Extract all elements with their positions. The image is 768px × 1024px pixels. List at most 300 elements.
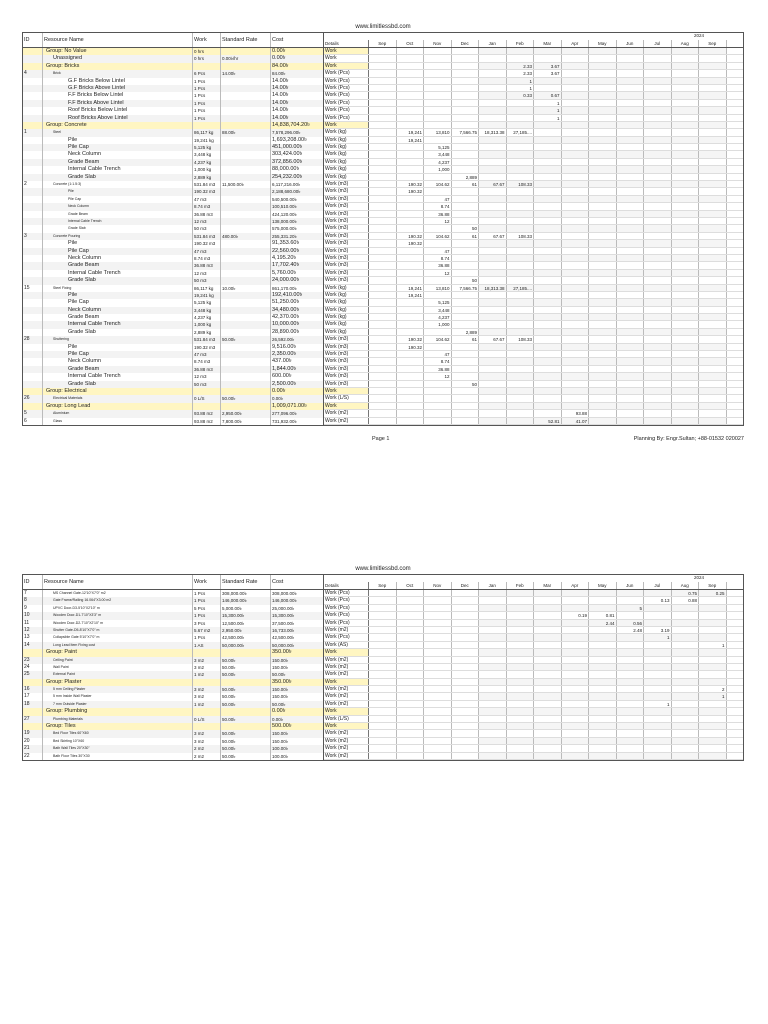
month-cell[interactable]: [617, 307, 645, 313]
month-cell[interactable]: [699, 270, 727, 276]
month-cell[interactable]: [507, 701, 535, 707]
month-cell[interactable]: [644, 196, 672, 202]
month-cell[interactable]: [699, 262, 727, 268]
month-cell[interactable]: [369, 418, 397, 424]
month-cell[interactable]: [617, 240, 645, 246]
header-standard-rate[interactable]: Standard Rate: [221, 575, 271, 589]
month-cell[interactable]: [644, 314, 672, 320]
month-cell[interactable]: [617, 159, 645, 165]
month-cell[interactable]: [699, 107, 727, 113]
month-cell[interactable]: [644, 664, 672, 670]
header-id[interactable]: ID: [23, 33, 43, 47]
month-cell[interactable]: [479, 753, 507, 759]
month-cell[interactable]: [644, 277, 672, 283]
group-row[interactable]: [23, 122, 323, 129]
month-cell[interactable]: [452, 366, 480, 372]
month-cell[interactable]: [672, 336, 700, 342]
group-row[interactable]: [23, 649, 323, 656]
header-cost[interactable]: Cost: [272, 37, 284, 43]
month-cell[interactable]: [479, 211, 507, 217]
month-cell[interactable]: 36.88: [424, 366, 452, 372]
month-cell[interactable]: [589, 196, 617, 202]
month-cell[interactable]: [562, 642, 590, 648]
month-cell[interactable]: [397, 753, 425, 759]
month-cell[interactable]: [507, 738, 535, 744]
month-cell[interactable]: [699, 314, 727, 320]
month-cell[interactable]: [424, 344, 452, 350]
month-cell[interactable]: [644, 255, 672, 261]
month-cell[interactable]: [452, 48, 480, 54]
resource-row[interactable]: [23, 218, 323, 225]
month-cell[interactable]: [507, 730, 535, 736]
month-cell[interactable]: [672, 373, 700, 379]
month-cell[interactable]: [369, 701, 397, 707]
month-cell[interactable]: [589, 63, 617, 69]
month-cell[interactable]: [452, 657, 480, 663]
month-cell[interactable]: [397, 122, 425, 128]
month-cell[interactable]: [589, 115, 617, 121]
resource-row[interactable]: [23, 240, 323, 247]
resource-row[interactable]: [23, 410, 323, 417]
month-cell[interactable]: [589, 657, 617, 663]
month-cell[interactable]: [452, 686, 480, 692]
month-cell[interactable]: [617, 738, 645, 744]
month-cell[interactable]: [424, 708, 452, 714]
month-cell[interactable]: [562, 329, 590, 335]
month-cell[interactable]: [479, 745, 507, 751]
month-cell[interactable]: [644, 211, 672, 217]
month-cell[interactable]: [699, 211, 727, 217]
month-cell[interactable]: [617, 181, 645, 187]
month-cell[interactable]: [644, 248, 672, 254]
month-cell[interactable]: [589, 723, 617, 729]
resource-row[interactable]: [23, 292, 323, 299]
month-cell[interactable]: [589, 203, 617, 209]
month-cell[interactable]: [644, 395, 672, 401]
month-cell[interactable]: [699, 233, 727, 239]
month-cell[interactable]: [562, 211, 590, 217]
month-cell[interactable]: [699, 70, 727, 76]
month-cell[interactable]: [397, 218, 425, 224]
month-cell[interactable]: [397, 277, 425, 283]
month-cell[interactable]: [452, 85, 480, 91]
month-cell[interactable]: [397, 203, 425, 209]
month-cell[interactable]: [424, 388, 452, 394]
month-cell[interactable]: [452, 240, 480, 246]
month-cell[interactable]: [534, 612, 562, 618]
month-cell[interactable]: [562, 314, 590, 320]
month-cell[interactable]: [424, 627, 452, 633]
month-cell[interactable]: [397, 388, 425, 394]
month-cell[interactable]: [369, 753, 397, 759]
month-cell[interactable]: [699, 248, 727, 254]
month-cell[interactable]: [644, 351, 672, 357]
month-cell[interactable]: 19,241: [397, 292, 425, 298]
month-cell[interactable]: [424, 277, 452, 283]
month-cell[interactable]: [369, 115, 397, 121]
resource-row[interactable]: [23, 285, 323, 292]
month-cell[interactable]: [507, 679, 535, 685]
month-cell[interactable]: [644, 388, 672, 394]
month-cell[interactable]: 0.33: [507, 92, 535, 98]
month-cell[interactable]: [369, 48, 397, 54]
month-cell[interactable]: 0.81: [589, 612, 617, 618]
month-cell[interactable]: [479, 671, 507, 677]
month-cell[interactable]: [507, 122, 535, 128]
month-cell[interactable]: 93.88: [562, 410, 590, 416]
month-cell[interactable]: [699, 410, 727, 416]
month-cell[interactable]: [699, 671, 727, 677]
month-cell[interactable]: [589, 329, 617, 335]
month-cell[interactable]: 67.67: [479, 233, 507, 239]
month-cell[interactable]: [699, 203, 727, 209]
month-cell[interactable]: [589, 381, 617, 387]
month-cell[interactable]: [617, 679, 645, 685]
month-cell[interactable]: [644, 686, 672, 692]
month-cell[interactable]: [397, 634, 425, 640]
month-cell[interactable]: [644, 299, 672, 305]
month-cell[interactable]: [397, 196, 425, 202]
month-cell[interactable]: [479, 418, 507, 424]
month-cell[interactable]: [534, 708, 562, 714]
resource-row[interactable]: [23, 211, 323, 218]
resource-row[interactable]: [23, 657, 323, 664]
month-cell[interactable]: [644, 159, 672, 165]
month-cell[interactable]: [479, 620, 507, 626]
month-cell[interactable]: 12: [424, 270, 452, 276]
month-cell[interactable]: [452, 745, 480, 751]
month-cell[interactable]: [397, 701, 425, 707]
month-cell[interactable]: [507, 174, 535, 180]
month-cell[interactable]: [617, 366, 645, 372]
month-cell[interactable]: [589, 671, 617, 677]
month-cell[interactable]: [369, 723, 397, 729]
month-cell[interactable]: [369, 730, 397, 736]
month-cell[interactable]: [534, 730, 562, 736]
month-cell[interactable]: [672, 664, 700, 670]
month-cell[interactable]: [534, 716, 562, 722]
resource-row[interactable]: [23, 129, 323, 136]
month-cell[interactable]: [589, 129, 617, 135]
month-cell[interactable]: [369, 679, 397, 685]
resource-row[interactable]: [23, 144, 323, 151]
month-cell[interactable]: [644, 738, 672, 744]
month-cell[interactable]: [507, 708, 535, 714]
month-cell[interactable]: [562, 166, 590, 172]
month-cell[interactable]: [644, 403, 672, 409]
month-cell[interactable]: [589, 738, 617, 744]
month-cell[interactable]: [589, 395, 617, 401]
month-cell[interactable]: [479, 605, 507, 611]
month-cell[interactable]: [369, 218, 397, 224]
month-cell[interactable]: [562, 122, 590, 128]
month-cell[interactable]: [479, 351, 507, 357]
month-cell[interactable]: [644, 70, 672, 76]
month-cell[interactable]: [617, 642, 645, 648]
month-cell[interactable]: [617, 100, 645, 106]
month-cell[interactable]: [397, 671, 425, 677]
month-label[interactable]: Apr: [562, 40, 590, 47]
month-cell[interactable]: [562, 203, 590, 209]
month-cell[interactable]: [562, 664, 590, 670]
month-cell[interactable]: [644, 693, 672, 699]
month-cell[interactable]: [589, 388, 617, 394]
resource-row[interactable]: [23, 299, 323, 306]
month-cell[interactable]: [397, 115, 425, 121]
resource-row[interactable]: [23, 314, 323, 321]
month-cell[interactable]: [369, 277, 397, 283]
month-cell[interactable]: [534, 174, 562, 180]
month-cell[interactable]: [479, 144, 507, 150]
month-cell[interactable]: [369, 686, 397, 692]
month-cell[interactable]: [617, 277, 645, 283]
month-cell[interactable]: 0.75: [672, 590, 700, 596]
month-cell[interactable]: [617, 129, 645, 135]
month-cell[interactable]: [534, 686, 562, 692]
month-cell[interactable]: [397, 225, 425, 231]
month-cell[interactable]: [424, 612, 452, 618]
month-cell[interactable]: [699, 738, 727, 744]
month-cell[interactable]: [479, 85, 507, 91]
header-id[interactable]: ID: [23, 575, 43, 589]
month-cell[interactable]: [617, 233, 645, 239]
month-cell[interactable]: [699, 137, 727, 143]
month-cell[interactable]: [672, 351, 700, 357]
month-cell[interactable]: [479, 597, 507, 603]
month-cell[interactable]: [562, 225, 590, 231]
month-cell[interactable]: [589, 307, 617, 313]
month-cell[interactable]: [397, 78, 425, 84]
resource-row[interactable]: [23, 620, 323, 627]
resource-row[interactable]: [23, 85, 323, 92]
month-cell[interactable]: [644, 181, 672, 187]
month-cell[interactable]: [644, 307, 672, 313]
month-cell[interactable]: [617, 716, 645, 722]
month-cell[interactable]: [507, 329, 535, 335]
month-cell[interactable]: [369, 745, 397, 751]
month-cell[interactable]: [452, 620, 480, 626]
month-cell[interactable]: [369, 708, 397, 714]
month-cell[interactable]: [369, 248, 397, 254]
resource-row[interactable]: [23, 248, 323, 255]
month-cell[interactable]: 1: [699, 693, 727, 699]
month-cell[interactable]: [507, 403, 535, 409]
month-cell[interactable]: [369, 196, 397, 202]
month-cell[interactable]: [479, 107, 507, 113]
month-cell[interactable]: [699, 329, 727, 335]
month-cell[interactable]: [699, 277, 727, 283]
month-cell[interactable]: [617, 270, 645, 276]
month-cell[interactable]: [589, 151, 617, 157]
group-row[interactable]: [23, 708, 323, 715]
month-cell[interactable]: [369, 314, 397, 320]
month-cell[interactable]: [699, 388, 727, 394]
month-cell[interactable]: [589, 174, 617, 180]
month-cell[interactable]: [534, 671, 562, 677]
month-cell[interactable]: [562, 233, 590, 239]
month-cell[interactable]: [452, 738, 480, 744]
month-cell[interactable]: [452, 270, 480, 276]
month-cell[interactable]: [644, 418, 672, 424]
month-cell[interactable]: [534, 634, 562, 640]
month-cell[interactable]: [452, 395, 480, 401]
month-cell[interactable]: [479, 70, 507, 76]
month-cell[interactable]: [617, 63, 645, 69]
month-cell[interactable]: [672, 708, 700, 714]
month-label[interactable]: Dec: [452, 40, 480, 47]
month-cell[interactable]: [672, 671, 700, 677]
month-cell[interactable]: 2.48: [617, 627, 645, 633]
month-cell[interactable]: 47: [424, 196, 452, 202]
month-cell[interactable]: [424, 730, 452, 736]
month-cell[interactable]: 61: [452, 181, 480, 187]
month-cell[interactable]: [672, 174, 700, 180]
month-cell[interactable]: [479, 100, 507, 106]
month-cell[interactable]: [369, 716, 397, 722]
month-cell[interactable]: [672, 612, 700, 618]
month-cell[interactable]: [369, 403, 397, 409]
month-cell[interactable]: [397, 605, 425, 611]
month-cell[interactable]: [672, 314, 700, 320]
month-cell[interactable]: [644, 203, 672, 209]
month-cell[interactable]: [534, 620, 562, 626]
month-cell[interactable]: [672, 70, 700, 76]
month-cell[interactable]: [589, 344, 617, 350]
month-cell[interactable]: [369, 642, 397, 648]
month-cell[interactable]: [452, 122, 480, 128]
month-cell[interactable]: [589, 255, 617, 261]
month-cell[interactable]: [479, 642, 507, 648]
month-cell[interactable]: [644, 410, 672, 416]
month-cell[interactable]: [617, 218, 645, 224]
month-cell[interactable]: [479, 686, 507, 692]
month-cell[interactable]: [617, 664, 645, 670]
month-cell[interactable]: [369, 649, 397, 655]
month-cell[interactable]: [617, 344, 645, 350]
month-cell[interactable]: [452, 701, 480, 707]
month-cell[interactable]: [699, 85, 727, 91]
month-cell[interactable]: [507, 634, 535, 640]
month-cell[interactable]: [479, 307, 507, 313]
month-cell[interactable]: [534, 188, 562, 194]
month-cell[interactable]: [507, 144, 535, 150]
month-cell[interactable]: [397, 85, 425, 91]
month-cell[interactable]: [699, 196, 727, 202]
month-cell[interactable]: [562, 55, 590, 61]
month-cell[interactable]: [644, 336, 672, 342]
month-cell[interactable]: [369, 285, 397, 291]
month-cell[interactable]: [397, 723, 425, 729]
month-cell[interactable]: [644, 115, 672, 121]
month-cell[interactable]: [507, 314, 535, 320]
month-cell[interactable]: [699, 649, 727, 655]
month-cell[interactable]: [562, 196, 590, 202]
month-cell[interactable]: [644, 129, 672, 135]
resource-row[interactable]: [23, 255, 323, 262]
month-cell[interactable]: [589, 649, 617, 655]
month-cell[interactable]: [699, 701, 727, 707]
month-cell[interactable]: [452, 344, 480, 350]
month-cell[interactable]: [452, 314, 480, 320]
month-cell[interactable]: [397, 373, 425, 379]
month-cell[interactable]: [424, 292, 452, 298]
month-cell[interactable]: [699, 657, 727, 663]
month-cell[interactable]: [562, 115, 590, 121]
month-cell[interactable]: [507, 686, 535, 692]
month-cell[interactable]: [617, 48, 645, 54]
month-cell[interactable]: [589, 85, 617, 91]
resource-row[interactable]: [23, 605, 323, 612]
month-cell[interactable]: [479, 627, 507, 633]
month-cell[interactable]: [534, 701, 562, 707]
month-cell[interactable]: [562, 92, 590, 98]
month-cell[interactable]: [479, 277, 507, 283]
month-cell[interactable]: [589, 642, 617, 648]
month-cell[interactable]: [397, 649, 425, 655]
month-cell[interactable]: [562, 686, 590, 692]
month-cell[interactable]: [452, 188, 480, 194]
month-cell[interactable]: [507, 620, 535, 626]
month-cell[interactable]: [452, 612, 480, 618]
month-cell[interactable]: 3.19: [644, 627, 672, 633]
month-cell[interactable]: [644, 225, 672, 231]
month-cell[interactable]: [562, 181, 590, 187]
month-cell[interactable]: [589, 248, 617, 254]
month-cell[interactable]: [699, 174, 727, 180]
month-cell[interactable]: [507, 366, 535, 372]
month-cell[interactable]: 190.32: [397, 240, 425, 246]
month-cell[interactable]: [507, 196, 535, 202]
month-cell[interactable]: 104.62: [424, 181, 452, 187]
month-cell[interactable]: [672, 321, 700, 327]
month-cell[interactable]: [562, 649, 590, 655]
month-cell[interactable]: [424, 381, 452, 387]
group-row[interactable]: [23, 388, 323, 395]
month-cell[interactable]: [479, 723, 507, 729]
month-cell[interactable]: [589, 107, 617, 113]
month-cell[interactable]: [562, 63, 590, 69]
month-cell[interactable]: 108.33: [507, 181, 535, 187]
month-cell[interactable]: [534, 196, 562, 202]
month-cell[interactable]: [479, 321, 507, 327]
month-cell[interactable]: [479, 188, 507, 194]
month-cell[interactable]: [424, 723, 452, 729]
resource-row[interactable]: [23, 100, 323, 107]
month-cell[interactable]: [397, 716, 425, 722]
month-cell[interactable]: [562, 388, 590, 394]
month-cell[interactable]: [369, 100, 397, 106]
month-cell[interactable]: [369, 664, 397, 670]
month-cell[interactable]: [424, 642, 452, 648]
month-cell[interactable]: [507, 753, 535, 759]
resource-row[interactable]: [23, 166, 323, 173]
month-label[interactable]: Oct: [397, 582, 425, 589]
month-cell[interactable]: [672, 329, 700, 335]
resource-row[interactable]: [23, 107, 323, 114]
month-cell[interactable]: [397, 693, 425, 699]
month-cell[interactable]: [672, 63, 700, 69]
month-cell[interactable]: [562, 597, 590, 603]
header-resource-name[interactable]: Resource Name: [43, 33, 193, 47]
month-cell[interactable]: [589, 403, 617, 409]
month-cell[interactable]: 12: [424, 373, 452, 379]
month-cell[interactable]: [424, 395, 452, 401]
month-cell[interactable]: [644, 620, 672, 626]
month-cell[interactable]: [589, 730, 617, 736]
resource-row[interactable]: [23, 203, 323, 210]
month-cell[interactable]: [589, 314, 617, 320]
month-cell[interactable]: [644, 166, 672, 172]
